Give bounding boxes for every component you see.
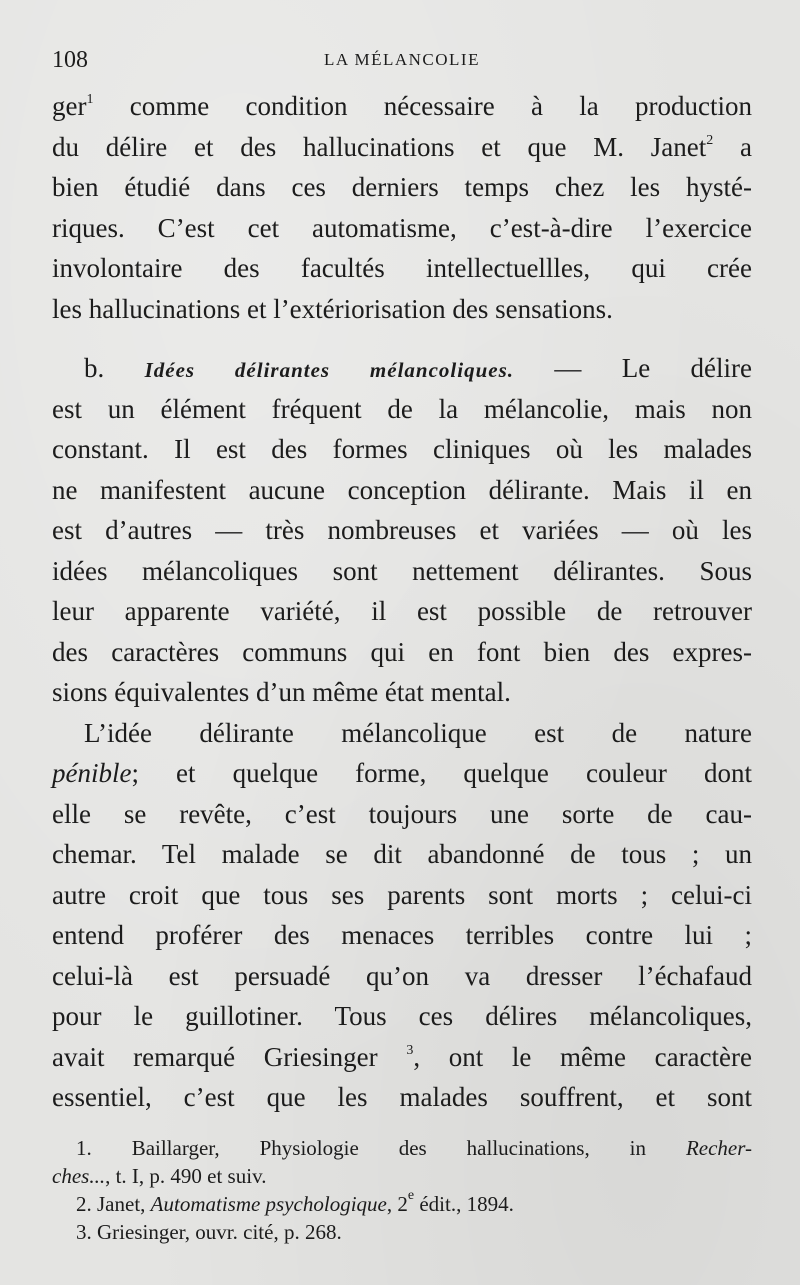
text-run: , ont le même caractère bbox=[413, 1041, 752, 1072]
text-line: est un élément fréquent de la mélancolie, mais non bbox=[52, 393, 752, 424]
page-number: 108 bbox=[52, 47, 88, 73]
text-line: autre croit que tous ses parents sont morts ; celui-ci bbox=[52, 879, 752, 910]
text-run: 1. Baillarger, Physiologie des hallucinations, in bbox=[76, 1136, 686, 1160]
section-heading-line bbox=[52, 348, 752, 389]
text-line bbox=[52, 753, 752, 794]
running-title: LA MÉLANCOLIE bbox=[324, 50, 480, 69]
emphasis: Recher- bbox=[685, 1136, 752, 1160]
text-run: , t. I, p. 490 et suiv. bbox=[105, 1164, 267, 1188]
footnote-3: 3. Griesinger, ouvr. cité, p. 268. bbox=[76, 1220, 342, 1244]
text-line bbox=[52, 86, 752, 127]
section-marker: b. bbox=[84, 353, 145, 383]
text-run: a bbox=[713, 131, 753, 162]
text-line: elle se revête, c’est toujours une sorte de cau- bbox=[52, 798, 752, 829]
text-line: est d’autres — très nombreuses et variées — où les bbox=[52, 515, 752, 545]
footnote-ref: 1 bbox=[86, 92, 94, 107]
text-line: entend proférer des menaces terribles contre lui ; bbox=[52, 920, 752, 950]
emphasis: Automatisme psychologique bbox=[150, 1192, 387, 1216]
text-line: leur apparente variété, il est possible de retrouver bbox=[52, 596, 752, 626]
text-run: — Le délire bbox=[514, 353, 752, 383]
text-run: , 2 bbox=[386, 1192, 408, 1216]
text-line: chemar. Tel malade se dit abandonné de tous ; un bbox=[52, 839, 752, 869]
footnote-1 bbox=[52, 1134, 752, 1162]
text-run: 2. Janet, bbox=[76, 1192, 151, 1216]
footnotes bbox=[52, 1134, 752, 1246]
text-run: du délire et des hallucinations et que M. Janet bbox=[52, 131, 707, 162]
text-line: constant. Il est des formes cliniques où les malades bbox=[52, 434, 752, 464]
text-line bbox=[52, 1037, 752, 1078]
footnote-1-continued bbox=[52, 1162, 752, 1190]
text-line: sions équivalentes d’un même état mental. bbox=[52, 677, 511, 707]
text-line: idées mélancoliques sont nettement délirantes. Sous bbox=[52, 555, 752, 586]
text-line: essentiel, c’est que les malades souffrent, et sont bbox=[52, 1082, 752, 1112]
footnote-ref: 3 bbox=[406, 1042, 414, 1058]
emphasis: pénible bbox=[52, 758, 132, 788]
emphasis: ches... bbox=[52, 1164, 106, 1188]
footnote-2 bbox=[52, 1190, 752, 1218]
superscript: e bbox=[407, 1188, 415, 1203]
text-run: édit., 1894. bbox=[414, 1192, 514, 1216]
text-line: celui-là est persuadé qu’on va dresser l’échafaud bbox=[52, 960, 752, 991]
text-run: ger bbox=[52, 91, 87, 121]
text-line: riques. C’est cet automatisme, c’est-à-dire l’exercice bbox=[52, 212, 752, 243]
text-line: des caractères communs qui en font bien des expres- bbox=[52, 636, 752, 667]
page-header bbox=[52, 44, 752, 76]
text-line: ne manifestent aucune conception délirante. Mais il en bbox=[52, 474, 752, 505]
text-line: pour le guillotiner. Tous ces délires mélancoliques, bbox=[52, 1001, 752, 1031]
text-line: bien étudié dans ces derniers temps chez les hysté- bbox=[52, 172, 752, 202]
body-text bbox=[52, 86, 752, 1118]
footnote-ref: 2 bbox=[706, 132, 714, 148]
section-heading: Idées délirantes mélancoliques. bbox=[144, 358, 515, 382]
text-line: involontaire des facultés intellectuellles, qui crée bbox=[52, 253, 752, 283]
text-run: comme condition nécessaire à la production bbox=[93, 91, 752, 121]
text-line bbox=[52, 127, 752, 168]
text-run: avait remarqué Griesinger bbox=[52, 1041, 407, 1072]
text-line: L’idée délirante mélancolique est de nature bbox=[84, 717, 752, 748]
text-run: ; et quelque forme, quelque couleur dont bbox=[131, 758, 752, 788]
text-line: les hallucinations et l’extériorisation des sensations. bbox=[52, 293, 613, 324]
